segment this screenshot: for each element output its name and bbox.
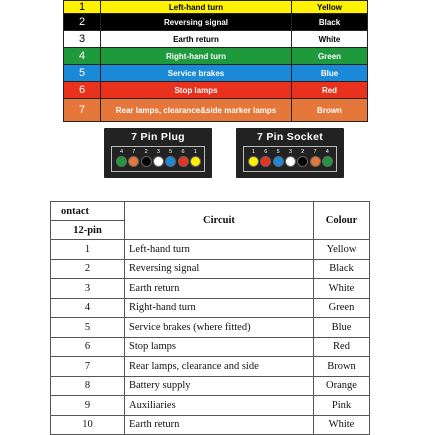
socket-pin — [310, 149, 321, 167]
socket-title: 7 Pin Socket — [256, 131, 324, 143]
pin-number: 6 — [51, 337, 125, 357]
pin-colour: Yellow — [314, 240, 370, 260]
socket-pin — [322, 149, 333, 167]
socket-pin-number: 5 — [276, 149, 280, 155]
wire-number: 2 — [64, 14, 101, 31]
socket-pin — [297, 149, 308, 167]
pin-table-row — [51, 318, 370, 338]
pin-table-row — [51, 240, 370, 260]
pin-colour: White — [314, 415, 370, 435]
wire-colour: Red — [292, 82, 368, 99]
plug-pin-number: 5 — [169, 149, 173, 155]
wire-circuit: Earth return — [101, 31, 292, 48]
wire-number: 7 — [64, 99, 101, 122]
plug-pin-number: 4 — [119, 149, 124, 155]
plug-title: 7 Pin Plug — [131, 131, 185, 143]
socket-pin-number: 7 — [313, 149, 317, 155]
socket-pin — [285, 149, 296, 167]
pin-circuit: Auxiliaries — [125, 396, 314, 416]
wire-colour: Brown — [292, 99, 368, 122]
pin-number: 3 — [51, 279, 125, 299]
plug-pin-number: 2 — [144, 149, 148, 155]
wire-circuit: Right-hand turn — [101, 48, 292, 65]
plug-pin — [165, 149, 176, 167]
wire-colour: White — [292, 31, 368, 48]
plug-pin-dot — [178, 156, 189, 167]
pin-circuit: Rear lamps, clearance and side — [125, 357, 314, 377]
pin-circuit: Earth return — [125, 415, 314, 435]
plug-pin-dot — [190, 156, 201, 167]
pin-table-header-row — [51, 202, 370, 221]
pin-number: 7 — [51, 357, 125, 377]
plug-pin — [190, 149, 201, 167]
wire-number: 6 — [64, 82, 101, 99]
socket-pin-dot — [260, 156, 271, 167]
pin-circuit: Battery supply — [125, 376, 314, 396]
wire-row — [64, 65, 368, 82]
plug-pin — [153, 149, 164, 167]
pin-colour: Green — [314, 298, 370, 318]
pin-table-row — [51, 279, 370, 299]
twelve-pin-table — [50, 201, 370, 435]
pin-colour: Red — [314, 337, 370, 357]
pin-table-row — [51, 357, 370, 377]
pin-number: 2 — [51, 259, 125, 279]
socket-pin-dot — [297, 156, 308, 167]
header-circuit: Circuit — [125, 202, 314, 240]
plug-pin-number: 1 — [193, 149, 197, 155]
plug-pin-number: 6 — [181, 149, 185, 155]
wire-row — [64, 31, 368, 48]
pin-table-row — [51, 337, 370, 357]
plug-pin — [178, 149, 189, 167]
pin-table-row — [51, 298, 370, 318]
header-colour: Colour — [314, 202, 370, 240]
pin-circuit: Service brakes (where fitted) — [125, 318, 314, 338]
pin-circuit: Right-hand turn — [125, 298, 314, 318]
socket-pin-number: 4 — [325, 149, 329, 155]
wire-number: 3 — [64, 31, 101, 48]
wire-row — [64, 99, 368, 122]
plug-pin — [116, 149, 127, 167]
pin-table-row — [51, 415, 370, 435]
plug-pin — [128, 149, 139, 167]
socket-pin-dot — [248, 156, 259, 167]
pin-number: 10 — [51, 415, 125, 435]
socket-pin-dot — [322, 156, 333, 167]
plug-pin-dot — [153, 156, 164, 167]
plug-pin-dot — [116, 156, 127, 167]
wire-colour: Blue — [292, 65, 368, 82]
socket-pin-box — [243, 146, 337, 172]
plug-pin-dot — [141, 156, 152, 167]
socket-pin — [260, 149, 271, 167]
plug-pin-dot — [128, 156, 139, 167]
wire-colour: Yellow — [292, 1, 368, 14]
wire-circuit: Stop lamps — [101, 82, 292, 99]
wire-circuit: Rear lamps, clearance&side marker lamps — [101, 99, 292, 122]
socket-pin-dot — [273, 156, 284, 167]
pin-colour: Brown — [314, 357, 370, 377]
wire-color-table — [63, 0, 368, 122]
wire-row — [64, 48, 368, 65]
pin-number: 4 — [51, 298, 125, 318]
pin-circuit: Earth return — [125, 279, 314, 299]
wire-row — [64, 14, 368, 31]
socket-pin-number: 2 — [301, 149, 305, 155]
pin-circuit: Reversing signal — [125, 259, 314, 279]
wire-row — [64, 82, 368, 99]
wire-colour: Black — [292, 14, 368, 31]
pin-number: 8 — [51, 376, 125, 396]
wire-circuit: Left-hand turn — [101, 1, 292, 14]
socket-pin-dot — [310, 156, 321, 167]
pin-colour: Orange — [314, 376, 370, 396]
pin-colour: Blue — [314, 318, 370, 338]
pin-colour: Pink — [314, 396, 370, 416]
wire-circuit: Reversing signal — [101, 14, 292, 31]
wire-number: 5 — [64, 65, 101, 82]
pin-number: 5 — [51, 318, 125, 338]
wire-number: 4 — [64, 48, 101, 65]
wire-number: 1 — [64, 1, 101, 14]
wire-row — [64, 1, 368, 14]
wire-colour: Green — [292, 48, 368, 65]
plug-pin-number: 7 — [132, 149, 136, 155]
pin-number: 1 — [51, 240, 125, 260]
pin-colour: White — [314, 279, 370, 299]
socket-pin-number: 1 — [251, 149, 256, 155]
pin-table-row — [51, 376, 370, 396]
header-12-pin: 12-pin — [51, 221, 125, 240]
plug-pin — [141, 149, 152, 167]
pin-circuit: Stop lamps — [125, 337, 314, 357]
pin-number: 9 — [51, 396, 125, 416]
pin-circuit: Left-hand turn — [125, 240, 314, 260]
plug-pin-dot — [165, 156, 176, 167]
plug-pin-number: 3 — [156, 149, 160, 155]
seven-pin-socket-panel — [236, 128, 344, 178]
wire-circuit: Service brakes — [101, 65, 292, 82]
pin-table-row — [51, 259, 370, 279]
socket-pin-number: 3 — [288, 149, 292, 155]
pin-table-row — [51, 396, 370, 416]
socket-pin-number: 6 — [264, 149, 268, 155]
plug-pin-box — [111, 146, 205, 172]
seven-pin-plug-panel — [104, 128, 212, 178]
socket-pin — [248, 149, 259, 167]
header-contact: ontact — [51, 202, 125, 221]
pin-colour: Black — [314, 259, 370, 279]
socket-pin — [273, 149, 284, 167]
socket-pin-dot — [285, 156, 296, 167]
